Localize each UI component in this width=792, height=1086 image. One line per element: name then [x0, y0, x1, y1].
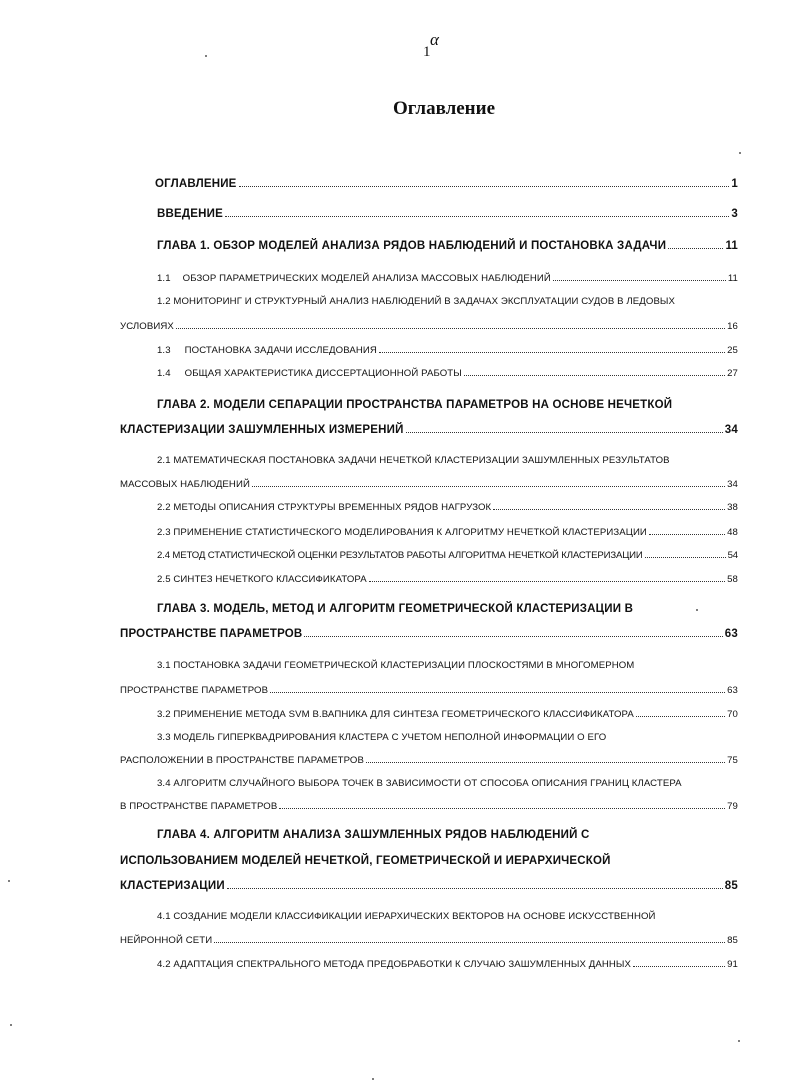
- toc-entry-oglavlenie[interactable]: [155, 178, 738, 190]
- toc-section-2-1[interactable]: [120, 479, 738, 490]
- toc-entry-title: ГЛАВА 1. ОБЗОР МОДЕЛЕЙ АНАЛИЗА РЯДОВ НАБЛЮДЕНИЙ И ПОСТАНОВКА ЗАДАЧИ: [157, 240, 667, 252]
- toc-section-3-1-line1[interactable]: 3.1 ПОСТАНОВКА ЗАДАЧИ ГЕОМЕТРИЧЕСКОЙ КЛАСТЕРИЗАЦИИ ПЛОСКОСТЯМИ В МНОГОМЕРНОМ: [157, 660, 635, 671]
- scan-speck: [10, 1024, 12, 1026]
- toc-entry-title: ВВЕДЕНИЕ: [157, 208, 223, 220]
- toc-page-number: 11: [725, 240, 738, 252]
- toc-entry-title: 2.3 ПРИМЕНЕНИЕ СТАТИСТИЧЕСКОГО МОДЕЛИРОВАНИЯ К АЛГОРИТМУ НЕЧЕТКОЙ КЛАСТЕРИЗАЦИИ: [157, 527, 647, 538]
- toc-section-3-4-line1[interactable]: 3.4 АЛГОРИТМ СЛУЧАЙНОГО ВЫБОРА ТОЧЕК В ЗАВИСИМОСТИ ОТ СПОСОБА ОПИСАНИЯ ГРАНИЦ КЛАСТЕРА: [157, 778, 682, 789]
- dot-leader: [406, 432, 723, 433]
- toc-page-number: 85: [727, 935, 738, 946]
- toc-page-number: 25: [727, 345, 738, 356]
- toc-section-2-3[interactable]: [157, 527, 738, 538]
- dot-leader: [636, 716, 725, 717]
- toc-entry-title: РАСПОЛОЖЕНИИ В ПРОСТРАНСТВЕ ПАРАМЕТРОВ: [120, 755, 364, 766]
- toc-section-3-3[interactable]: [120, 755, 738, 766]
- toc-entry-title: 2.4 МЕТОД СТАТИСТИЧЕСКОЙ ОЦЕНКИ РЕЗУЛЬТАТОВ РАБОТЫ АЛГОРИТМА НЕЧЕТКОЙ КЛАСТЕРИЗАЦИИ: [157, 550, 643, 561]
- dot-leader: [369, 581, 725, 582]
- dot-leader: [227, 888, 723, 889]
- toc-section-3-1[interactable]: [120, 685, 738, 696]
- handwritten-mark: α: [430, 30, 439, 49]
- toc-entry-title: УСЛОВИЯХ: [120, 321, 174, 332]
- dot-leader: [304, 636, 722, 637]
- dot-leader: [379, 352, 725, 353]
- dot-leader: [176, 328, 725, 329]
- dot-leader: [493, 509, 725, 510]
- toc-chapter-4[interactable]: [120, 880, 738, 892]
- toc-chapter-3-line1[interactable]: ГЛАВА 3. МОДЕЛЬ, МЕТОД И АЛГОРИТМ ГЕОМЕТРИЧЕСКОЙ КЛАСТЕРИЗАЦИИ В: [157, 603, 634, 615]
- scan-speck: [739, 152, 741, 154]
- dot-leader: [633, 966, 725, 967]
- toc-page-number: 1: [731, 178, 738, 190]
- toc-page-number: 79: [727, 801, 738, 812]
- toc-entry-title: НЕЙРОННОЙ СЕТИ: [120, 935, 213, 946]
- toc-page-number: 58: [727, 574, 738, 585]
- toc-section-4-1[interactable]: [120, 935, 738, 946]
- toc-page-number: 11: [727, 273, 738, 284]
- dot-leader: [270, 692, 725, 693]
- toc-section-1-3[interactable]: [157, 345, 738, 356]
- toc-section-1-4[interactable]: [157, 368, 738, 379]
- toc-page-number: 91: [727, 959, 738, 970]
- toc-chapter-3[interactable]: [120, 628, 738, 640]
- dot-leader: [649, 534, 725, 535]
- toc-entry-title: 4.2 АДАПТАЦИЯ СПЕКТРАЛЬНОГО МЕТОДА ПРЕДОБРАБОТКИ К СЛУЧАЮ ЗАШУМЛЕННЫХ ДАННЫХ: [157, 959, 631, 970]
- dot-leader: [645, 557, 726, 558]
- scan-speck: [696, 609, 698, 611]
- dot-leader: [668, 248, 723, 249]
- page-title: Оглавление: [392, 98, 496, 119]
- toc-chapter-2-line1[interactable]: ГЛАВА 2. МОДЕЛИ СЕПАРАЦИИ ПРОСТРАНСТВА ПАРАМЕТРОВ НА ОСНОВЕ НЕЧЕТКОЙ: [157, 399, 673, 411]
- dot-leader: [279, 808, 725, 809]
- dot-leader: [214, 942, 725, 943]
- scan-speck: [372, 1078, 374, 1080]
- dot-leader: [553, 280, 726, 281]
- toc-entry-title: 2.2 МЕТОДЫ ОПИСАНИЯ СТРУКТУРЫ ВРЕМЕННЫХ РЯДОВ НАГРУЗОК: [157, 502, 492, 513]
- toc-page-number: 75: [727, 755, 738, 766]
- dot-leader: [225, 216, 729, 217]
- toc-page-number: 54: [727, 550, 738, 561]
- toc-page-number: 16: [727, 321, 738, 332]
- toc-page-number: 63: [724, 628, 738, 640]
- toc-section-4-1-line1[interactable]: 4.1 СОЗДАНИЕ МОДЕЛИ КЛАССИФИКАЦИИ ИЕРАРХИЧЕСКИХ ВЕКТОРОВ НА ОСНОВЕ ИСКУССТВЕННОЙ: [157, 911, 656, 922]
- toc-entry-title: КЛАСТЕРИЗАЦИИ ЗАШУМЛЕННЫХ ИЗМЕРЕНИЙ: [120, 424, 404, 436]
- toc-entry-title: ОБЗОР ПАРАМЕТРИЧЕСКИХ МОДЕЛЕЙ АНАЛИЗА МАССОВЫХ НАБЛЮДЕНИЙ: [182, 273, 551, 284]
- toc-entry-title: 3.2 ПРИМЕНЕНИЕ МЕТОДА SVM В.ВАПНИКА ДЛЯ СИНТЕЗА ГЕОМЕТРИЧЕСКОГО КЛАССИФИКАТОРА: [157, 709, 634, 720]
- scan-speck: [205, 55, 207, 57]
- toc-chapter-4-line1[interactable]: ГЛАВА 4. АЛГОРИТМ АНАЛИЗА ЗАШУМЛЕННЫХ РЯДОВ НАБЛЮДЕНИЙ С: [157, 829, 590, 841]
- scan-speck: [738, 1040, 740, 1042]
- toc-section-number: 1.4: [157, 368, 171, 379]
- scan-speck: [8, 880, 10, 882]
- toc-section-3-3-line1[interactable]: 3.3 МОДЕЛЬ ГИПЕРКВАДРИРОВАНИЯ КЛАСТЕРА С УЧЕТОМ НЕПОЛНОЙ ИНФОРМАЦИИ О ЕГО: [157, 732, 607, 743]
- toc-chapter-2[interactable]: [120, 424, 738, 436]
- toc-page-number: 34: [724, 424, 738, 436]
- toc-entry-title: ПОСТАНОВКА ЗАДАЧИ ИССЛЕДОВАНИЯ: [184, 345, 377, 356]
- toc-entry-title: КЛАСТЕРИЗАЦИИ: [120, 880, 225, 892]
- dot-leader: [239, 186, 730, 187]
- toc-page-number: 38: [727, 502, 738, 513]
- dot-leader: [252, 486, 725, 487]
- toc-entry-title: ПРОСТРАНСТВЕ ПАРАМЕТРОВ: [120, 628, 303, 640]
- toc-section-3-4[interactable]: [120, 801, 738, 812]
- toc-entry-title: ОБЩАЯ ХАРАКТЕРИСТИКА ДИССЕРТАЦИОННОЙ РАБОТЫ: [184, 368, 462, 379]
- toc-page-number: 70: [727, 709, 738, 720]
- toc-section-number: 1.3: [157, 345, 171, 356]
- toc-page-number: 34: [727, 479, 738, 490]
- toc-section-4-2[interactable]: [157, 959, 738, 970]
- toc-page-number: 48: [727, 527, 738, 538]
- dot-leader: [366, 762, 725, 763]
- toc-entry-title: 2.5 СИНТЕЗ НЕЧЕТКОГО КЛАССИФИКАТОРА: [157, 574, 367, 585]
- dot-leader: [464, 375, 725, 376]
- toc-section-3-2[interactable]: [157, 709, 738, 720]
- toc-entry-title: ПРОСТРАНСТВЕ ПАРАМЕТРОВ: [120, 685, 269, 696]
- toc-section-1-1[interactable]: [157, 273, 738, 284]
- toc-section-2-4[interactable]: [157, 550, 738, 561]
- toc-section-2-5[interactable]: [157, 574, 738, 585]
- page-number: 1: [423, 44, 431, 60]
- toc-section-1-2-line1[interactable]: 1.2 МОНИТОРИНГ И СТРУКТУРНЫЙ АНАЛИЗ НАБЛЮДЕНИЙ В ЗАДАЧАХ ЭКСПЛУАТАЦИИ СУДОВ В ЛЕДОВЫХ: [157, 296, 676, 307]
- toc-section-1-2[interactable]: [120, 321, 738, 332]
- toc-page-number: 85: [724, 880, 738, 892]
- toc-entry-title: МАССОВЫХ НАБЛЮДЕНИЙ: [120, 479, 250, 490]
- toc-page-number: 63: [727, 685, 738, 696]
- toc-page-number: 27: [727, 368, 738, 379]
- toc-chapter-4-line2[interactable]: ИСПОЛЬЗОВАНИЕМ МОДЕЛЕЙ НЕЧЕТКОЙ, ГЕОМЕТРИЧЕСКОЙ И ИЕРАРХИЧЕСКОЙ: [120, 855, 611, 867]
- toc-entry-title: В ПРОСТРАНСТВЕ ПАРАМЕТРОВ: [120, 801, 278, 812]
- toc-section-2-1-line1[interactable]: 2.1 МАТЕМАТИЧЕСКАЯ ПОСТАНОВКА ЗАДАЧИ НЕЧЕТКОЙ КЛАСТЕРИЗАЦИИ ЗАШУМЛЕННЫХ РЕЗУЛЬТАТОВ: [157, 455, 670, 466]
- toc-section-2-2[interactable]: [157, 502, 738, 513]
- toc-section-number: 1.1: [157, 273, 171, 284]
- toc-entry-title: ОГЛАВЛЕНИЕ: [155, 178, 237, 190]
- toc-entry-vvedenie[interactable]: [157, 208, 738, 220]
- toc-chapter-1[interactable]: [157, 240, 738, 252]
- toc-page-number: 3: [731, 208, 738, 220]
